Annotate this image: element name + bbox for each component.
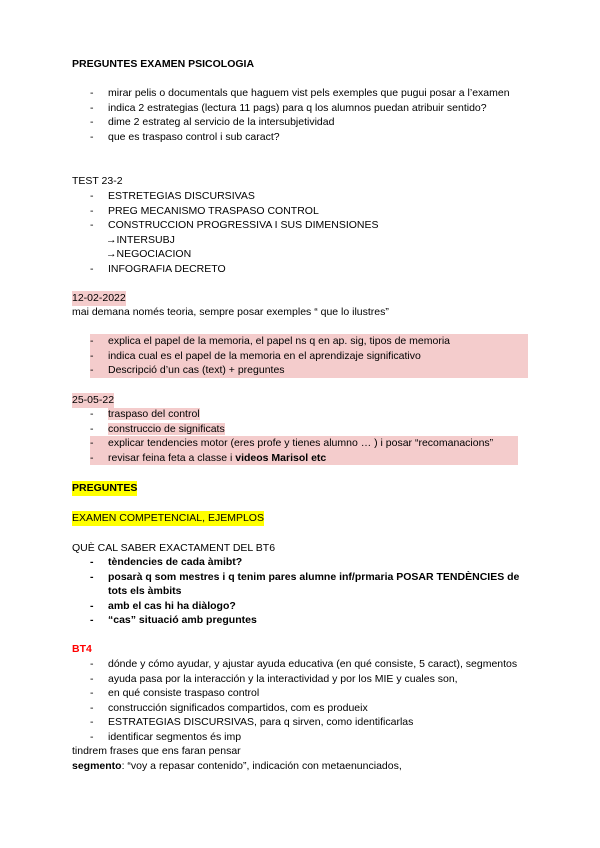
segment-text: : “voy a repasar contenido”, indicación con metaenunciados,	[121, 760, 402, 772]
list-item-text: construccio de significats	[108, 422, 225, 435]
exam-feb-note: mai demana només teoria, sempre posar exemples “ que lo ilustres”	[72, 306, 389, 318]
list-item: - posarà q som mestres i q tenim pares alumne inf/prmaria POSAR TENDÈNCIES de tots els àmbits	[90, 570, 540, 599]
list-item	[90, 451, 518, 466]
bt6-heading: QUÈ CAL SABER EXACTAMENT DEL BT6	[72, 542, 276, 554]
list-item	[90, 422, 518, 437]
list-item: - tèndencies de cada àmibt?	[90, 555, 540, 570]
test-list	[90, 189, 379, 233]
list-item: - dime 2 estrateg al servicio de la intersubjetividad	[90, 115, 528, 130]
list-item: - mirar pelis o documentals que haguem vist pels exemples que pugui posar a l’examen	[90, 86, 528, 101]
list-item: - Descripció d’un cas (text) + preguntes	[90, 363, 528, 378]
list-item: - “cas” situació amb preguntes	[90, 613, 540, 628]
test-list-last	[90, 262, 226, 277]
intro-list	[90, 86, 528, 144]
bt4-heading: BT4	[72, 643, 92, 655]
bt4-footer-line: tindrem frases que ens faran pensar	[72, 745, 241, 757]
list-item: - ESTRATEGIAS DISCURSIVAS, para q sirven, como identificarlas	[90, 715, 517, 730]
list-item: - dónde y cómo ayudar, y ajustar ayuda educativa (en qué consiste, 5 caract), segmentos	[90, 657, 517, 672]
list-item-text: traspaso del control	[108, 408, 200, 420]
test-sub-negociacion: →NEGOCIACION	[106, 248, 192, 260]
bt4-list	[90, 657, 517, 745]
bt6-list	[90, 555, 540, 628]
list-item: - en qué consiste traspaso control	[90, 686, 517, 701]
list-item: - construcción significados compartidos, com es produeix	[90, 701, 517, 716]
list-item-text: revisar feina feta a classe i	[108, 451, 236, 464]
segment-label: segmento	[72, 760, 122, 772]
test-heading: TEST 23-2	[72, 175, 123, 187]
list-item-bold: videos Marisol etc	[235, 451, 327, 464]
list-item: - INFOGRAFIA DECRETO	[90, 262, 226, 277]
examen-heading: EXAMEN COMPETENCIAL, EJEMPLOS	[72, 512, 264, 524]
test-sub-intersubj: →INTERSUBJ	[106, 234, 175, 246]
list-item: - explica el papel de la memoria, el papel ns q en ap. sig, tipos de memoria	[90, 334, 528, 349]
list-item: - indica cual es el papel de la memoria en el aprendizaje significativo	[90, 349, 528, 364]
list-item	[90, 407, 518, 422]
list-item: - amb el cas hi ha diàlogo?	[90, 599, 540, 614]
list-item: - identificar segmentos és imp	[90, 730, 517, 745]
list-item: - que es traspaso control i sub caract?	[90, 130, 528, 145]
exam-feb-date: 12-02-2022	[72, 292, 126, 304]
list-item: - PREG MECANISMO TRASPASO CONTROL	[90, 204, 379, 219]
preguntes-heading: PREGUNTES	[72, 482, 138, 494]
document-title: PREGUNTES EXAMEN PSICOLOGIA	[72, 58, 255, 70]
exam-may-list	[90, 407, 518, 465]
exam-may-date: 25-05-22	[72, 394, 115, 406]
list-item: - ESTRETEGIAS DISCURSIVAS	[90, 189, 379, 204]
list-item: - indica 2 estrategias (lectura 11 pags) para q los alumnos puedan atribuir sentido?	[90, 101, 528, 116]
list-item: - explicar tendencies motor (eres profe y tienes alumno … ) i posar “recomanacions”	[90, 436, 518, 451]
exam-feb-list	[90, 334, 528, 378]
segment-line	[72, 759, 402, 774]
list-item: - ayuda pasa por la interacción y la interactividad y por los MIE y cuales son,	[90, 672, 517, 687]
list-item: - CONSTRUCCION PROGRESSIVA I SUS DIMENSIONES	[90, 218, 379, 233]
